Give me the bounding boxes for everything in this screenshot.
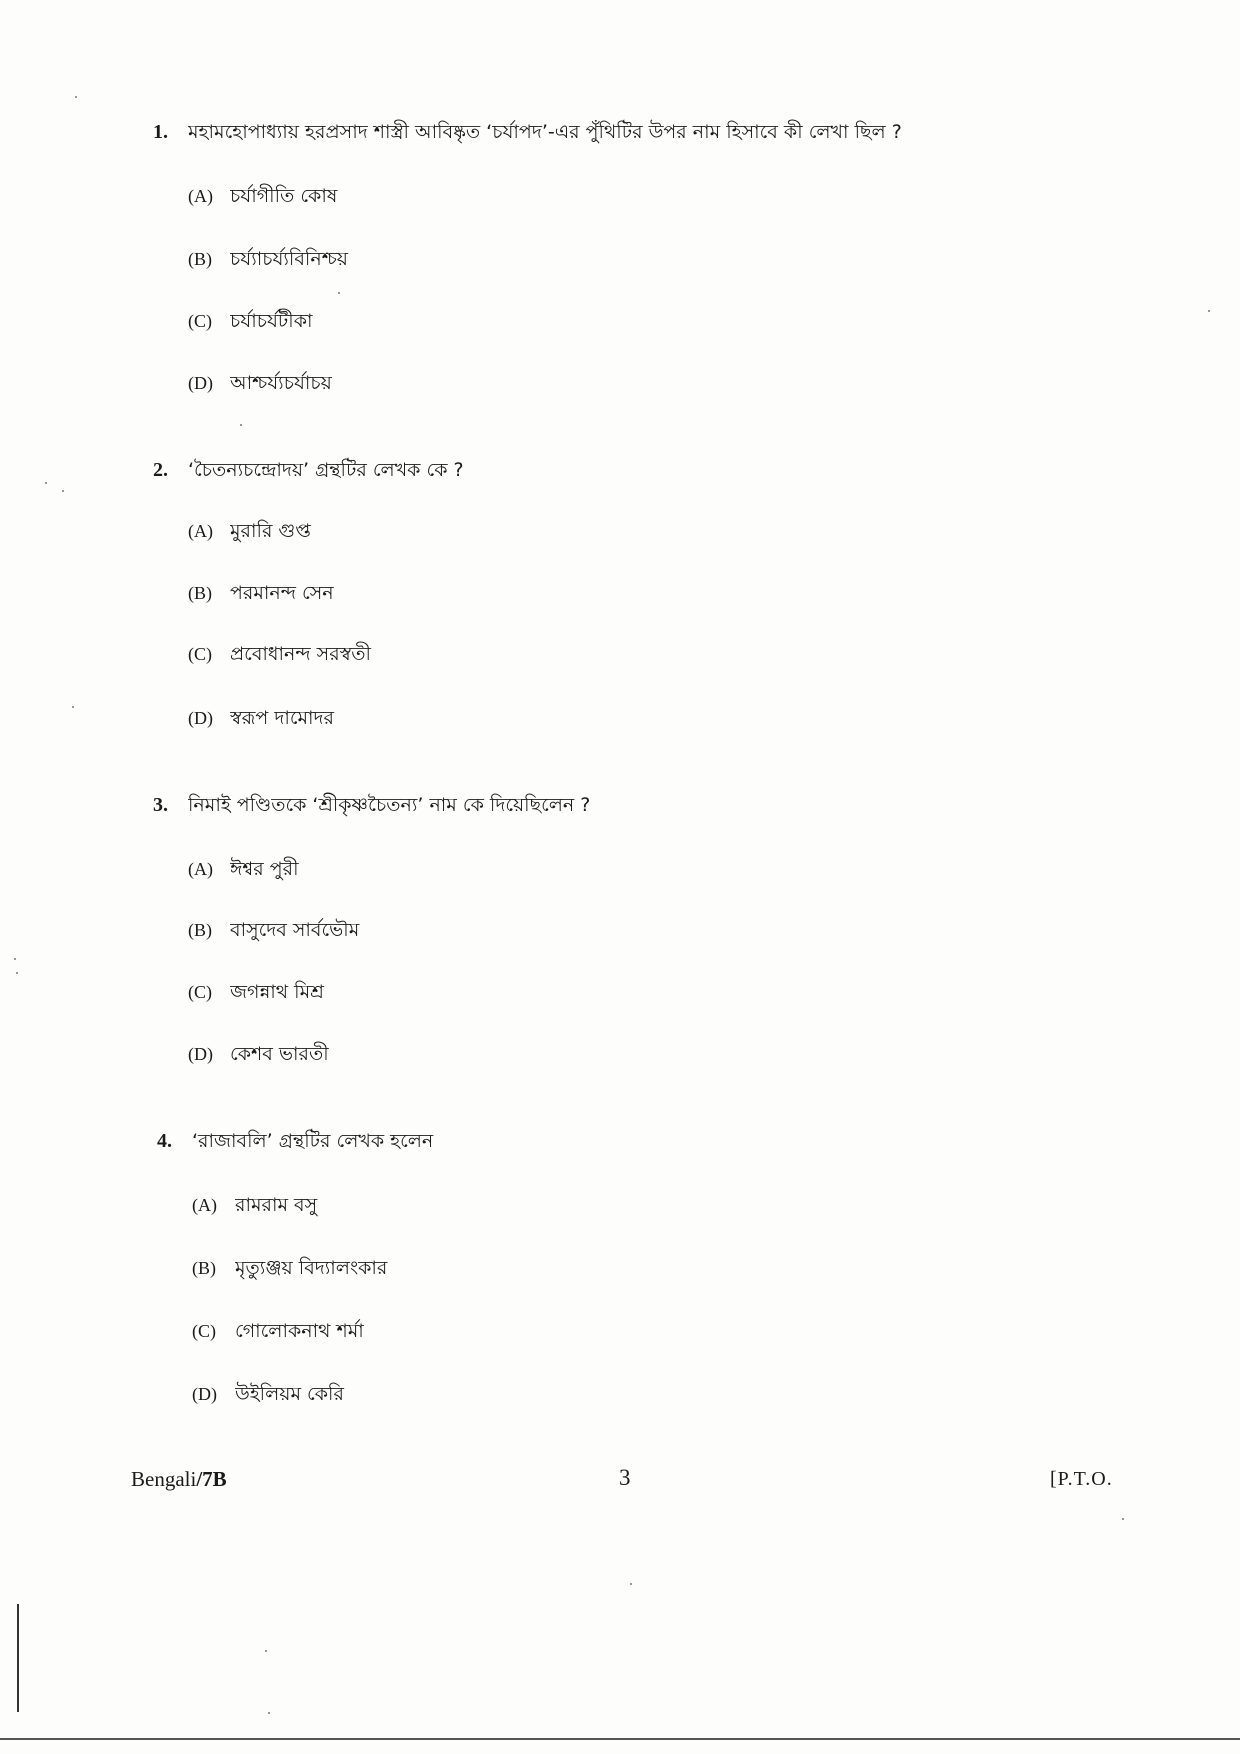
question-number: 1. [153,121,168,143]
option-label: (A) [188,521,213,541]
option-label: (D) [188,708,213,728]
option-text: প্রবোধানন্দ সরস্বতী [230,643,371,665]
option-label: (C) [188,982,212,1002]
question-text: মহামহোপাধ্যায় হরপ্রসাদ শাস্ত্রী আবিষ্কৃত ‘চর্যাপদ’-এর পুঁথিটির উপর নাম হিসাবে কী লেখা ছিল ? [188,121,902,143]
option-label: (B) [188,249,212,269]
question-number: 3. [153,794,168,816]
option-4b [0,1254,1200,1282]
question-2 [0,456,1200,484]
paper-code [131,1465,227,1493]
scan-margin-line [17,1604,19,1712]
scan-speck [265,1650,267,1652]
option-2b [0,579,1200,607]
option-text: মুরারি গুপ্ত [230,520,311,542]
option-label: (C) [192,1321,216,1341]
scan-bottom-edge [0,1738,1240,1740]
page-number: 3 [619,1465,631,1490]
option-text: কেশব ভারতী [230,1043,329,1065]
question-number: 2. [153,459,168,481]
option-2a [0,517,1200,545]
option-text: পরমানন্দ সেন [230,582,334,604]
question-number: 4. [157,1130,172,1152]
option-label: (A) [188,186,213,206]
scan-speck [72,706,74,708]
option-4d [0,1380,1200,1408]
option-label: (B) [188,583,212,603]
option-1a [0,182,1200,210]
option-label: (B) [188,920,212,940]
option-text: মৃত্যুঞ্জয় বিদ্যালংকার [235,1257,388,1279]
question-text: নিমাই পণ্ডিতকে ‘শ্রীকৃষ্ণচৈতন্য’ নাম কে দিয়েছিলেন ? [188,794,591,816]
paper-code-suffix: /7B [196,1467,227,1491]
question-1 [0,118,1200,146]
option-label: (B) [192,1258,216,1278]
scan-speck [240,424,242,426]
option-text: রামরাম বসু [235,1194,318,1216]
option-1c [0,307,1200,335]
option-text: জগন্নাথ মিশ্র [230,981,324,1003]
option-3c [0,978,1200,1006]
option-text: আশ্চর্য্যচর্যাচয় [230,372,332,394]
option-text: স্বরূপ দামোদর [230,707,334,729]
option-text: উইলিয়ম কেরি [235,1383,344,1405]
option-2c [0,640,1200,668]
option-label: (D) [188,1044,213,1064]
option-2d [0,704,1200,732]
option-3a [0,855,1200,883]
option-label: (C) [188,644,212,664]
scan-speck [14,958,16,960]
option-text: ঈশ্বর পুরী [230,858,299,880]
paper-name: Bengali [131,1467,197,1491]
option-text: গোলোকনাথ শর্মা [235,1320,364,1342]
scan-speck [16,972,18,974]
option-text: চর্য্যাচর্য্যবিনিশ্চয় [230,248,348,270]
question-3 [0,791,1200,819]
scan-speck [1208,310,1210,312]
option-1b [0,245,1200,273]
question-4 [0,1127,1200,1155]
option-1d [0,369,1200,397]
option-label: (C) [188,311,212,331]
option-4a [0,1191,1200,1219]
scan-speck [45,482,47,484]
scan-speck [338,292,340,294]
question-text: ‘রাজাবলি’ গ্রন্থটির লেখক হলেন [192,1130,434,1152]
scan-speck [630,1583,632,1585]
option-text: চর্যাচর্যটীকা [230,310,313,332]
scan-speck [1122,1518,1124,1520]
scan-speck [75,96,77,98]
scan-speck [62,490,64,492]
option-label: (D) [192,1384,217,1404]
option-3d [0,1040,1200,1068]
option-text: বাসুদেব সার্বভৌম [230,919,360,941]
scan-speck [268,1712,270,1714]
option-label: (A) [188,859,213,879]
question-text: ‘চৈতন্যচন্দ্রোদয়’ গ্রন্থটির লেখক কে ? [188,459,464,481]
option-3b [0,916,1200,944]
option-label: (A) [192,1195,217,1215]
option-label: (D) [188,373,213,393]
option-4c [0,1317,1200,1345]
pto-note: [P.T.O. [1050,1468,1113,1490]
option-text: চর্যাগীতি কোষ [230,185,338,207]
